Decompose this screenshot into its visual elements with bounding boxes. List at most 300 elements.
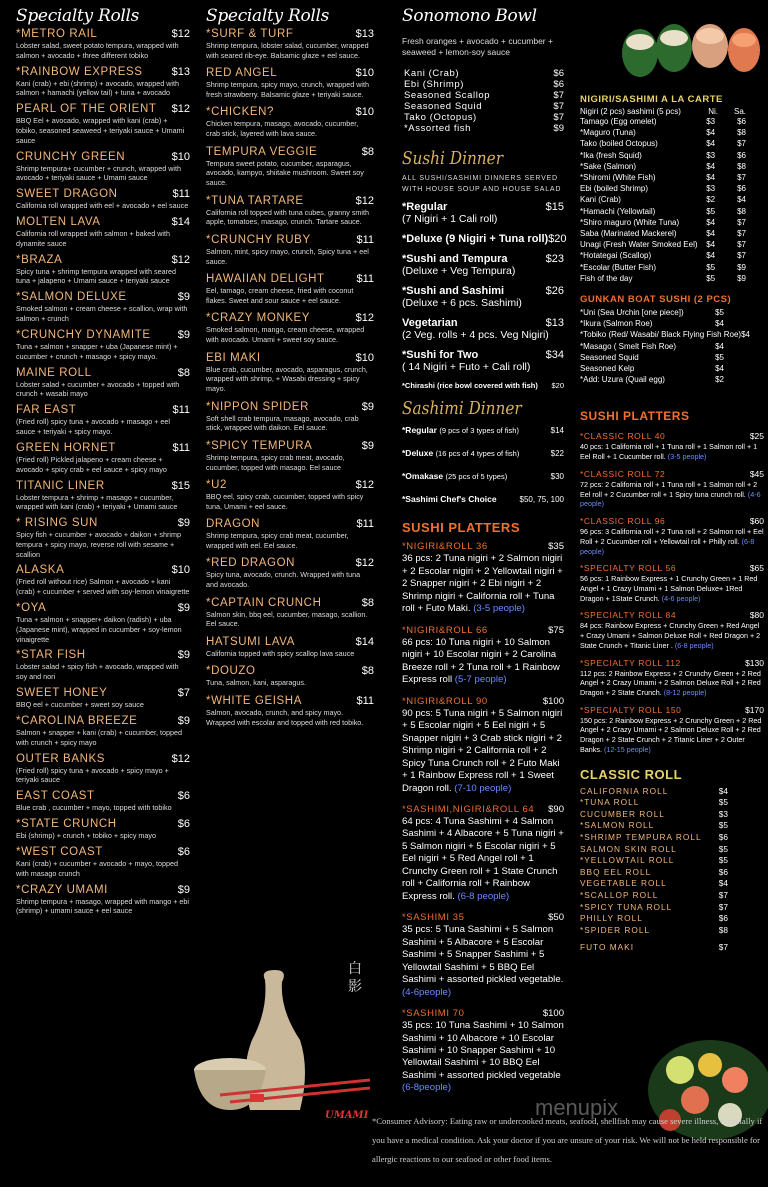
item-price: $7 (553, 90, 564, 102)
item-desc: BBQ eel + cucumber + sweet soy sauce (16, 700, 144, 710)
item-name: *OYA (16, 602, 47, 615)
menu-item (16, 28, 190, 60)
menu-item (16, 442, 190, 474)
menu-item-row (402, 1008, 564, 1019)
item-price: $35 (548, 541, 564, 553)
classic-name: VEGETABLE ROLL (580, 878, 667, 889)
item-price: $13 (355, 28, 374, 40)
dinner-desc: (7 Nigiri + 1 Cali roll) (402, 213, 498, 226)
item-desc: (Fried roll) spicy tuna + avocado + masago + eel sauce + teriyaki + spicy mayo. (16, 417, 171, 436)
nigiri-price: $5 (706, 262, 716, 272)
sashimi-dinner-label (402, 448, 519, 458)
classic-price: $5 (718, 843, 728, 854)
item-name: TEMPURA VEGGIE (206, 145, 318, 158)
menu-item-row (16, 753, 190, 765)
item-name: CRUNCHY GREEN (16, 150, 126, 163)
item-desc: Salmon + snapper + kani (crab) + cucumber, topped with crunch + spicy mayo (16, 727, 183, 747)
item-serves: (3-5 people) (473, 603, 525, 615)
menu-item-row (206, 518, 374, 530)
item-name: *WEST COAST (16, 846, 103, 859)
item-desc: 96 pcs: 3 California roll + 2 Tuna roll + 2 Salmon roll + Eel Roll + 2 Cucumber roll + Yellowtail roll + Philly roll. (6-8 people) (580, 527, 764, 556)
classic-item (580, 820, 764, 832)
dinner-row (402, 285, 564, 297)
dinner-row (402, 381, 564, 390)
item-name: *SPECIALTY ROLL 84 (580, 610, 677, 621)
dinner-price: $20 (548, 233, 567, 246)
menu-item (206, 312, 374, 344)
menu-item (206, 352, 374, 394)
gunkan-name: *Add: Uzura (Quail egg) (580, 375, 665, 385)
item-desc: Spicy fish + cucumber + avocado + daikon + shrimp tempura + spicy mayo, reverse roll with sesame + scallion (16, 530, 182, 559)
classic-item (580, 878, 764, 890)
item-price: $9 (177, 517, 190, 530)
item-name: Tako (Octopus) (404, 112, 477, 124)
item-name: *SASHIMI 70 (402, 1008, 465, 1020)
menu-item-row (402, 625, 564, 636)
dinner-item (402, 381, 564, 390)
item-name: PEARL OF THE ORIENT (16, 103, 157, 116)
item-desc: Kani (crab) + ebi (shrimp) + avocado, wrapped with salmon + hamachi (yellow tail) + tuna + avocado (16, 78, 179, 98)
bowls-dinners-platters-column (388, 0, 568, 1104)
gunkan-name: *Uni (Sea Urchin [one piece]) (580, 308, 684, 318)
nigiri-item (580, 150, 764, 161)
menu-item-row (404, 68, 564, 79)
kanji-logo: 白影 (348, 961, 362, 995)
menu-item-row (16, 103, 190, 115)
menu-item (206, 665, 374, 688)
item-price: $7 (553, 112, 564, 124)
nigiri-prices (706, 273, 764, 284)
menu-item-row (206, 597, 374, 609)
dinner-desc: (Deluxe + Veg Tempura) (402, 265, 516, 278)
item-price: $8 (177, 366, 190, 379)
item-price: $80 (749, 610, 764, 621)
item-desc: California roll wrapped with eel + avocado + eel sauce (16, 201, 189, 211)
item-name: *Assorted fish (404, 123, 472, 135)
menu-item (206, 636, 374, 659)
menu-item (206, 479, 374, 511)
classic-item (580, 832, 764, 844)
menu-item-row (402, 912, 564, 923)
item-price: $12 (355, 312, 374, 325)
item-desc: Shrimp tempura, lobster salad, cucumber, wrapped with seared rib-eye. Balsamic glaze + eel sauce. (206, 41, 369, 60)
dinner-name: *Sushi and Tempura (402, 253, 508, 266)
nigiri-prices (706, 172, 764, 183)
nigiri-price: $4 (706, 173, 716, 183)
menu-item (16, 687, 190, 710)
item-name: *CHICKEN? (206, 106, 275, 119)
gunkan-name: *Ikura (Salmon Roe) (580, 319, 653, 329)
dinner-item (402, 253, 564, 277)
classic-item (580, 942, 764, 954)
item-desc: Tuna + salmon + snapper + uba (Japanese mint) + cucumber + crunch + masago + spicy mayo. (16, 342, 178, 361)
menu-item-row (16, 884, 190, 896)
menu-item (206, 106, 374, 138)
item-desc: Shrimp tempura, spicy mayo, crunch, wrapped with fresh strawberry. Balsamic glaze + teriyaki sauce. (206, 80, 369, 99)
sashimi-name: *Regular (402, 425, 437, 436)
item-desc: (Fried roll without rice) Salmon + avocado + kani (crab) + cucumber + served with soy-lemon vinaigrette (16, 577, 190, 597)
nigiri-name: Ebi (boiled Shrimp) (580, 184, 649, 194)
item-price: $170 (745, 704, 764, 715)
specialty-rolls-column-2 (198, 0, 378, 734)
nigiri-price: $5 (706, 273, 716, 283)
menu-item-row (404, 79, 564, 90)
dinner-item (402, 201, 564, 225)
item-price: $10 (355, 67, 374, 80)
menu-item-row (206, 234, 374, 246)
item-desc: BBQ Eel + avocado, wrapped with kani (crab) + tobiko, seasoned seaweed + teriyaki sauce + Umami sauce (16, 116, 185, 145)
sashimi-dinner-item (402, 425, 564, 435)
item-price: $9 (177, 329, 190, 341)
gunkan-name: Seasoned Squid (580, 352, 639, 362)
sashimi-name: *Sashimi Chef's Choice (402, 494, 497, 505)
item-name: *NIPPON SPIDER (206, 400, 309, 413)
item-price: $9 (177, 291, 190, 304)
nigiri-name: Saba (Marinated Mackerel) (580, 229, 677, 239)
classic-item (580, 855, 764, 867)
menu-item-row (402, 804, 564, 815)
sashimi-price: $8 (737, 128, 746, 138)
menu-item-row (580, 705, 764, 715)
item-name: *CLASSIC ROLL 40 (580, 431, 666, 442)
dinner-name: *Sushi and Sashimi (402, 285, 505, 298)
item-price: $60 (749, 516, 764, 527)
gunkan-item (580, 374, 764, 385)
nigiri-item (580, 161, 764, 172)
menu-item-row (16, 790, 190, 802)
menu-item-row (206, 557, 374, 569)
gunkan-name: *Tobiko (Red/ Wasabi/ Black Flying Fish Roe) (580, 330, 742, 340)
item-name: *METRO RAIL (16, 28, 98, 40)
dinner-price: $34 (545, 349, 564, 362)
item-price: $10 (355, 351, 374, 364)
classic-name: *SCALLOP ROLL (580, 889, 659, 900)
item-name: *CRUNCHY DYNAMITE (16, 329, 151, 341)
item-desc: Lobster salad, sweet potato tempura, wrapped with salmon + avocado + three different tobiko (16, 41, 179, 60)
menu-item (402, 696, 564, 795)
item-price: $11 (356, 518, 374, 531)
menu-item (404, 101, 564, 112)
item-name: DRAGON (206, 518, 261, 531)
menu-item (16, 103, 190, 145)
item-desc: 84 pcs: Rainbow Express + Crunchy Green + Red Angel + Crazy Umami + Salmon Deluxe Roll + Red Dragon + 2 State Crunch + Titanic Liner . (6-8 people) (580, 621, 761, 650)
item-serves: (6-8people) (402, 1082, 452, 1094)
menu-item (206, 67, 374, 99)
item-name: *DOUZO (206, 665, 256, 678)
sashimi-name: *Deluxe (402, 448, 434, 459)
nigiri-subtitle: Nigiri (2 pcs) sashimi (5 pcs) (580, 107, 681, 116)
menu-item (16, 564, 190, 596)
nigiri-prices (706, 194, 764, 205)
item-price: $9 (553, 123, 564, 135)
gunkan-item (580, 341, 764, 352)
sashimi-price: $6 (737, 117, 746, 126)
menu-item-row (206, 195, 374, 207)
nigiri-price: $2 (706, 195, 716, 205)
nigiri-item (580, 183, 764, 194)
menu-item-row (16, 291, 190, 303)
nigiri-price: $4 (706, 217, 716, 227)
dinner-row (402, 201, 564, 213)
menu-item-row (206, 636, 374, 648)
section-title: Specialty Rolls (16, 6, 140, 26)
item-price: $11 (356, 694, 374, 707)
item-name: SWEET HONEY (16, 687, 108, 700)
menu-item-row (16, 715, 190, 727)
nigiri-name: *Maguro (Tuna) (580, 128, 636, 138)
item-desc: 40 pcs: 1 California roll + 1 Tuna roll + 1 Salmon roll + 1 Eel Roll + 1 Cucumber roll. (3-5 people) (580, 442, 758, 462)
menu-item (580, 705, 764, 755)
sashimi-dinner-label (402, 494, 497, 504)
item-name: *NIGIRI&ROLL 66 (402, 624, 488, 636)
menu-item (16, 480, 190, 512)
sashimi-dinner-label (402, 471, 507, 481)
item-price: $45 (749, 468, 764, 479)
item-name: *U2 (206, 479, 227, 492)
classic-name: *SPIDER ROLL (580, 924, 651, 935)
item-price: $12 (355, 194, 374, 207)
item-desc: 150 pcs: 2 Rainbow Express + 2 Crunchy Green + 2 Red Angel + 2 Crazy Umami + 2 Salmon Deluxe Roll + 2 Red Dragon + 2 State Crunch + 2 Titanic Liner + 2 Outer Banks. (12-15 people) (580, 715, 762, 754)
gunkan-price: $4 (741, 330, 750, 340)
consumer-advisory: *Consumer Advisory: Eating raw or undercooked meats, seafood, shellfish may cause severe illness, especially if you have a medical condition. Ask your doctor if you are unsure of your risk. We will not be held responsible for allergic reactions to our seafood or other food items. (372, 1116, 763, 1164)
nigiri-price: $5 (706, 206, 716, 216)
item-desc: Eel, tamago, cream cheese, fried with coconut flakes. Sweet and sour sauce + eel sauce. (206, 286, 354, 305)
nigiri-name: Unagi (Fresh Water Smoked Eel) (580, 240, 698, 250)
menu-item (16, 517, 190, 559)
menu-item-row (16, 66, 190, 78)
nigiri-price: $4 (706, 251, 716, 261)
item-price: $6 (553, 68, 564, 80)
item-desc: Tuna + salmon + snapper+ daikon (radish) + uba (Japanese mint), wrapped in cucumber + soy-lemon vinaigrette (16, 615, 182, 644)
item-price: $14 (171, 216, 190, 229)
menu-item (402, 912, 564, 999)
item-name: Kani (Crab) (404, 68, 460, 80)
menu-item (580, 658, 764, 698)
dinner-name: *Sushi for Two (402, 349, 479, 362)
item-price: $6 (177, 790, 190, 803)
item-price: $100 (542, 695, 564, 707)
item-name: TITANIC LINER (16, 479, 105, 492)
menu-item-row (206, 352, 374, 364)
classic-item (580, 925, 764, 937)
item-name: *CAROLINA BREEZE (16, 714, 138, 727)
nigiri-price: $3 (706, 117, 716, 126)
classic-item (580, 890, 764, 902)
item-desc: Shrimp tempura, spicy crab meat, cucumber, wrapped with eel. Eel sauce. (206, 531, 349, 550)
sashimi-price: $8 (737, 206, 746, 216)
item-serves: (7-10 people) (454, 782, 512, 794)
menu-item-row (206, 28, 374, 40)
nigiri-item (580, 138, 764, 149)
item-desc: Lobster tempura + shrimp + masago + cucumber, wrapped with kani (crab) + teriyaki + Umami sauce (16, 492, 178, 512)
item-serves: (4-6 people) (580, 489, 761, 509)
nigiri-item (580, 206, 764, 217)
menu-item (206, 195, 374, 227)
item-price: $11 (172, 441, 190, 454)
classic-price: $6 (718, 913, 728, 924)
menu-item (16, 846, 190, 878)
classic-price: $4 (718, 878, 728, 889)
nigiri-prices (706, 228, 764, 239)
classic-name: *SHRIMP TEMPURA ROLL (580, 831, 702, 842)
menu-item-row (580, 610, 764, 620)
menu-item-row (16, 517, 190, 529)
sashimi-price: $7 (737, 173, 746, 183)
item-price: $50 (548, 912, 564, 924)
dinner-item (402, 233, 567, 246)
nigiri-prices (706, 138, 764, 149)
sashimi-price: $7 (737, 229, 746, 239)
nigiri-price: $4 (706, 229, 716, 239)
item-name: EAST COAST (16, 790, 95, 803)
sashimi-price: $6 (737, 150, 746, 160)
sunomono-desc: Fresh oranges + avocado + cucumber + seaweed + lemon-soy sauce (402, 36, 553, 58)
item-name: * RISING SUN (16, 517, 98, 530)
item-desc: Spicy tuna, avocado, crunch. Wrapped with tuna and avocado. (206, 570, 361, 590)
menu-item (16, 715, 190, 747)
menu-item-row (16, 649, 190, 661)
menu-item (206, 440, 374, 472)
gunkan-price: $2 (715, 375, 724, 385)
nigiri-prices (706, 250, 764, 261)
gunkan-item (580, 363, 764, 374)
gunkan-name: Seasoned Kelp (580, 364, 635, 374)
item-name: *NIGIRI&ROLL 36 (402, 541, 488, 553)
item-price: $9 (177, 883, 190, 896)
menu-item (206, 401, 374, 433)
item-name: *CRUNCHY RUBY (206, 233, 311, 246)
item-name: *NIGIRI&ROLL 90 (402, 695, 488, 707)
item-name: *SPICY TEMPURA (206, 439, 313, 452)
classic-name: *SALMON ROLL (580, 820, 655, 831)
item-price: $8 (361, 665, 374, 678)
nigiri-item (580, 239, 764, 250)
classic-price: $4 (718, 785, 728, 796)
menu-item-row (16, 188, 190, 200)
menu-item (16, 216, 190, 248)
item-name: MOLTEN LAVA (16, 216, 101, 229)
menu-item-row (16, 602, 190, 614)
menu-item (16, 753, 190, 785)
classic-name: CALIFORNIA ROLL (580, 785, 669, 796)
item-desc: Chicken tempura, masago, avocado, cucumber, crab stick, layered with lava sauce. (206, 119, 359, 139)
watermark: menupix (535, 1095, 619, 1120)
menu-item (16, 790, 190, 813)
item-name: GREEN HORNET (16, 441, 116, 454)
item-name: *SALMON DELUXE (16, 291, 127, 304)
dinner-price: $15 (545, 201, 564, 214)
item-name: EBI MAKI (206, 351, 261, 364)
dinner-name: *Deluxe (9 Nigiri + Tuna roll) (402, 233, 549, 246)
gunkan-item (580, 307, 764, 318)
nigiri-prices (706, 161, 764, 172)
dinner-item (402, 349, 564, 373)
menu-item (402, 541, 564, 615)
menu-item-row (16, 687, 190, 699)
item-desc: Kani (crab) + cucumber + avocado + mayo, topped with masago crunch (16, 859, 179, 878)
classic-price: $7 (718, 942, 728, 953)
menu-item (404, 79, 564, 90)
item-name: *SASHIMI 35 (402, 912, 465, 924)
nigiri-price: $4 (706, 161, 716, 171)
item-price: $100 (542, 1008, 564, 1020)
item-desc: Salmon skin, bbq eel, cucumber, masago, scallion. Eel sauce. (206, 609, 368, 629)
classic-item (580, 902, 764, 914)
nigiri-name: *Hamachi (Yellowtail) (580, 206, 656, 216)
item-price: $12 (355, 479, 374, 492)
menu-item-row (16, 564, 190, 576)
nigiri-name: *Sake (Salmon) (580, 161, 637, 171)
classic-price: $6 (718, 831, 728, 842)
item-price: $130 (745, 657, 764, 668)
nigiri-price: $4 (706, 128, 716, 138)
classic-price: $6 (718, 866, 728, 877)
dinner-price: $20 (551, 381, 564, 391)
item-name: *RAINBOW EXPRESS (16, 65, 143, 78)
classic-price: $7 (718, 901, 728, 912)
item-price: $9 (177, 714, 190, 727)
nigiri-name: *Escolar (Butter Fish) (580, 262, 657, 272)
item-price: $11 (172, 188, 190, 201)
item-name: FAR EAST (16, 404, 77, 417)
item-name: *SASHIMI,NIGIRI&ROLL 64 (402, 803, 535, 815)
nigiri-name: *Hotategai (Scallop) (580, 251, 652, 261)
sashimi-price: $14 (550, 426, 564, 436)
classic-name: *TUNA ROLL (580, 797, 640, 808)
item-desc: Lobster salad + spicy fish + avocado, wrapped with soy and nori (16, 662, 179, 682)
item-price: $11 (356, 273, 374, 286)
sashimi-dinner-item (402, 494, 564, 504)
item-price: $9 (177, 602, 190, 615)
sashimi-dinner-item (402, 448, 564, 458)
item-desc: 64 pcs: 4 Tuna Sashimi + 4 Salmon Sashimi + 4 Albacore + 5 Tuna nigiri + 5 Salmon nigiri + 5 Escolar nigiri + 5 Eel nigiri + 5 Red Angel roll + 1 Crunchy Green roll + 1 State Crunch roll + California roll + Rainbow Express roll. (6-8 people) (402, 815, 564, 902)
item-name: *SPECIALTY ROLL 112 (580, 657, 681, 668)
nigiri-prices (706, 127, 764, 138)
item-serves: (4-6 people) (661, 593, 701, 603)
gunkan-price: $5 (715, 308, 724, 318)
item-desc: Shrimp tempura+ cucumber + crunch, wrapped with avocado + teriyaki sauce + Umami sauce (16, 163, 181, 183)
item-desc: 35 pcs: 5 Tuna Sashimi + 5 Salmon Sashimi + 5 Albacore + 5 Escolar Sashimi + 5 Snapper Sashimi + 5 Yellowtail Sashimi + 5 BBQ Eel Sashimi + assorted pickled vegetable. (4-6people) (402, 924, 564, 998)
menu-item-row (404, 90, 564, 101)
item-desc: 72 pcs: 2 California roll + 1 Tuna roll + 1 Salmon roll + 2 Eel roll + 2 Cucumber roll + 1 Spicy tuna crunch roll. (4-6 people) (580, 479, 761, 509)
item-desc: Smoked salmon + cream cheese + scallion, wrap with salmon + crunch (16, 304, 188, 324)
nigiri-price: $4 (706, 240, 716, 250)
nigiri-item (580, 194, 764, 205)
nigiri-name: *Shiro maguro (White Tuna) (580, 217, 680, 227)
item-desc: 56 pcs: 1 Rainbow Express + 1 Crunchy Green + 1 Red Angel + 1 Crazy Umami + 1 Salmon Deluxe+ 1Red Dragon + 1State Crunch. (4-6 people) (580, 574, 758, 603)
menu-item-row (206, 273, 374, 285)
menu-item-row (402, 696, 564, 707)
sushi-platters-title: SUSHI PLATTERS (402, 520, 520, 536)
item-name: *WHITE GEISHA (206, 694, 302, 707)
sashimi-price: $9 (737, 262, 746, 272)
menu-item-row (16, 151, 190, 163)
nigiri-item (580, 250, 764, 261)
menu-item-row (580, 658, 764, 668)
menu-item (16, 66, 190, 98)
classic-price: $5 (718, 855, 728, 866)
dinner-price: $23 (545, 253, 564, 266)
gunkan-name: *Masago ( Smelt Fish Roe) (580, 341, 677, 351)
menu-item (16, 367, 190, 399)
item-price: $7 (177, 687, 190, 700)
sushi-dinner-note: ALL SUSHI/SASHIMI DINNERS SERVED WITH HOUSE SOUP AND HOUSE SALAD (402, 175, 562, 194)
menu-item (402, 625, 564, 687)
item-price: $15 (171, 479, 190, 492)
menu-item (16, 291, 190, 323)
sashimi-price: $7 (737, 240, 746, 250)
gunkan-price: $4 (715, 319, 724, 329)
